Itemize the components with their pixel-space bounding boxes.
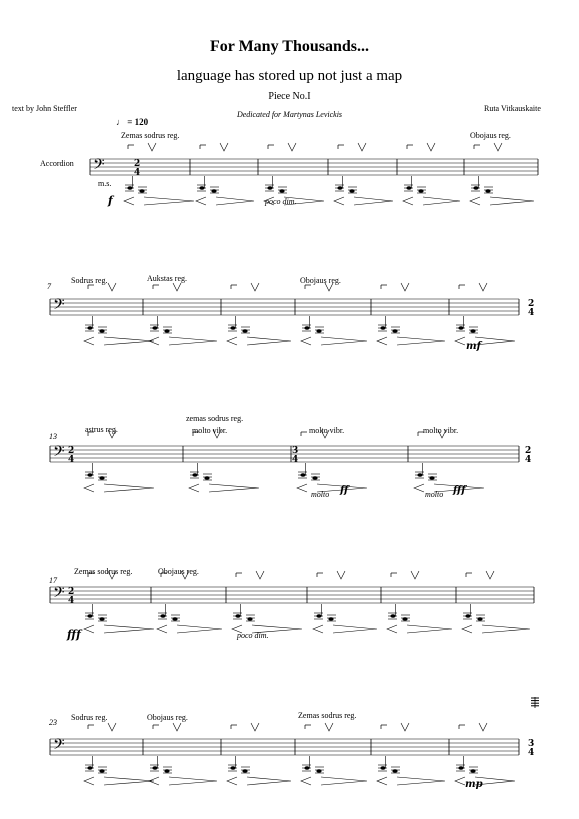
expression-text: poco dim. xyxy=(265,197,297,206)
accent-mark-icon xyxy=(301,337,311,345)
v-mark-icon xyxy=(108,571,116,579)
accent-mark-icon xyxy=(84,484,94,492)
piece-number: Piece No.I xyxy=(268,91,311,102)
v-mark-icon xyxy=(108,723,116,731)
registration-text: Obojaus reg. xyxy=(470,131,511,140)
bass-clef-icon: 𝄢 xyxy=(53,584,65,605)
note-head xyxy=(380,326,385,330)
expression-text: molto vibr. xyxy=(309,426,345,435)
note-head xyxy=(458,326,463,330)
accent-mark-icon xyxy=(455,777,465,785)
time-signature-numerator: 3 xyxy=(528,739,535,749)
time-signature-denominator: 4 xyxy=(528,748,535,758)
accent-mark-icon xyxy=(301,777,311,785)
registration-text: Obojaus reg. xyxy=(158,567,199,576)
accent-mark-icon xyxy=(157,625,167,633)
expression-text: molto vibr. xyxy=(192,426,228,435)
accent-mark-icon xyxy=(227,777,237,785)
decrescendo-hairpin xyxy=(247,337,291,345)
note-head xyxy=(152,766,157,770)
dynamic-marking: ff xyxy=(340,485,349,496)
instrument-name: Accordion xyxy=(40,159,74,168)
registration-text: Aukstas reg. xyxy=(147,274,187,283)
accent-mark-icon xyxy=(455,337,465,345)
note-head xyxy=(160,614,165,618)
accent-mark-icon xyxy=(84,625,94,633)
registration-text: Zemas sodrus reg. xyxy=(298,711,357,720)
time-signature-denominator: 4 xyxy=(528,308,535,318)
v-mark-icon xyxy=(251,723,259,731)
decrescendo-hairpin xyxy=(317,484,367,492)
dynamic-marking: fff xyxy=(67,628,81,641)
v-mark-icon xyxy=(479,283,487,291)
time-signature-denominator: 4 xyxy=(525,455,532,465)
decrescendo-hairpin xyxy=(252,625,302,633)
measure-number: 17 xyxy=(49,576,57,585)
note-head xyxy=(458,766,463,770)
registration-text: zemas sodrus reg. xyxy=(186,414,244,423)
decrescendo-hairpin xyxy=(475,777,515,785)
decrescendo-hairpin xyxy=(247,777,291,785)
v-mark-icon xyxy=(486,571,494,579)
accent-mark-icon xyxy=(264,197,274,205)
accent-mark-icon xyxy=(313,625,323,633)
lyricist-credit: text by John Steffler xyxy=(12,104,77,113)
time-signature-numerator: 2 xyxy=(68,446,75,456)
accent-mark-icon xyxy=(470,197,480,205)
v-mark-icon xyxy=(181,571,189,579)
note-head xyxy=(235,614,240,618)
measure-number: 23 xyxy=(49,718,57,727)
accent-mark-icon xyxy=(84,337,94,345)
decrescendo-hairpin xyxy=(423,197,460,205)
accent-mark-icon xyxy=(84,777,94,785)
registration-text: astrus reg. xyxy=(85,425,118,434)
accent-mark-icon xyxy=(462,625,472,633)
accent-mark-icon xyxy=(403,197,413,205)
decrescendo-hairpin xyxy=(490,197,534,205)
v-mark-icon xyxy=(213,430,221,438)
decrescendo-hairpin xyxy=(475,337,515,345)
decrescendo-hairpin xyxy=(434,484,484,492)
registration-text: Obojaus reg. xyxy=(300,276,341,285)
decrescendo-hairpin xyxy=(169,337,217,345)
v-mark-icon xyxy=(220,143,228,151)
decrescendo-hairpin xyxy=(333,625,377,633)
decrescendo-hairpin xyxy=(354,197,393,205)
accent-mark-icon xyxy=(414,484,424,492)
time-signature-numerator: 2 xyxy=(528,299,535,309)
time-signature-numerator: 3 xyxy=(292,446,299,456)
v-mark-icon xyxy=(494,143,502,151)
registration-text: Sodrus reg. xyxy=(71,276,108,285)
note-head xyxy=(230,326,235,330)
decrescendo-hairpin xyxy=(177,625,222,633)
time-signature-numerator: 2 xyxy=(134,159,141,169)
expression-text: molto xyxy=(425,490,444,499)
v-mark-icon xyxy=(173,283,181,291)
registration-text: Zemas sodrus reg. xyxy=(74,567,133,576)
v-mark-icon xyxy=(479,723,487,731)
accent-mark-icon xyxy=(124,197,134,205)
accent-mark-icon xyxy=(377,337,387,345)
note-head xyxy=(380,766,385,770)
decrescendo-hairpin xyxy=(321,337,367,345)
manual-indication: m.s. xyxy=(98,179,112,188)
note-head xyxy=(199,186,204,190)
dynamic-marking: mp xyxy=(465,779,483,790)
note-head xyxy=(465,614,470,618)
note-head xyxy=(300,473,305,477)
piece-subtitle: language has stored up not just a map xyxy=(176,68,403,84)
decrescendo-hairpin xyxy=(216,197,254,205)
registration-text: Zemas sodrus reg. xyxy=(121,131,180,140)
dynamic-marking: fff xyxy=(453,485,466,496)
v-mark-icon xyxy=(411,571,419,579)
note-head xyxy=(337,186,342,190)
note-head xyxy=(87,614,92,618)
piece-title: For Many Thousands... xyxy=(209,38,369,55)
decrescendo-hairpin xyxy=(104,337,154,345)
note-head xyxy=(230,766,235,770)
note-head xyxy=(473,186,478,190)
decrescendo-hairpin xyxy=(482,625,530,633)
note-head xyxy=(192,473,197,477)
decrescendo-hairpin xyxy=(144,197,194,205)
v-mark-icon xyxy=(337,571,345,579)
v-mark-icon xyxy=(173,723,181,731)
decrescendo-hairpin xyxy=(209,484,259,492)
expression-text: poco dim. xyxy=(237,631,269,640)
accent-mark-icon xyxy=(196,197,206,205)
decrescendo-hairpin xyxy=(104,625,154,633)
note-head xyxy=(390,614,395,618)
v-mark-icon xyxy=(288,143,296,151)
note-head xyxy=(87,766,92,770)
v-mark-icon xyxy=(325,723,333,731)
note-head xyxy=(417,473,422,477)
time-signature-denominator: 4 xyxy=(134,168,141,178)
decrescendo-hairpin xyxy=(397,337,445,345)
v-mark-icon xyxy=(251,283,259,291)
time-signature-denominator: 4 xyxy=(292,455,299,465)
note-head xyxy=(152,326,157,330)
time-signature-numerator: 2 xyxy=(525,446,532,456)
bass-clef-icon: 𝄢 xyxy=(93,156,105,177)
measure-number: 13 xyxy=(49,432,57,441)
time-signature-denominator: 4 xyxy=(68,596,75,606)
decrescendo-hairpin xyxy=(397,777,445,785)
v-mark-icon xyxy=(108,283,116,291)
note-head xyxy=(406,186,411,190)
decrescendo-hairpin xyxy=(104,777,154,785)
v-mark-icon xyxy=(427,143,435,151)
v-mark-icon xyxy=(438,430,446,438)
bass-clef-icon: 𝄢 xyxy=(53,443,65,464)
decrescendo-hairpin xyxy=(284,197,324,205)
dynamic-marking: mf xyxy=(466,341,481,352)
v-mark-icon xyxy=(325,283,333,291)
v-mark-icon xyxy=(148,143,156,151)
registration-text: Sodrus reg. xyxy=(71,713,108,722)
note-head xyxy=(316,614,321,618)
accent-mark-icon xyxy=(377,777,387,785)
accent-mark-icon xyxy=(232,625,242,633)
registration-text: Obojaus reg. xyxy=(147,713,188,722)
bass-clef-icon: 𝄢 xyxy=(53,296,65,317)
accent-mark-icon xyxy=(334,197,344,205)
note-head xyxy=(267,186,272,190)
v-mark-icon xyxy=(256,571,264,579)
v-mark-icon xyxy=(108,430,116,438)
expression-text: molto vibr. xyxy=(423,426,459,435)
quarter-note-icon: ♩ xyxy=(116,117,125,127)
v-mark-icon xyxy=(321,430,329,438)
decrescendo-hairpin xyxy=(169,777,217,785)
expression-text: molto xyxy=(311,490,330,499)
accent-mark-icon xyxy=(189,484,199,492)
accent-mark-icon xyxy=(227,337,237,345)
decrescendo-hairpin xyxy=(321,777,367,785)
dedication: Dedicated for Martynas Levickis xyxy=(236,110,343,119)
accent-mark-icon xyxy=(387,625,397,633)
measure-number: 7 xyxy=(47,282,51,291)
bass-clef-icon: 𝄢 xyxy=(53,736,65,757)
v-mark-icon xyxy=(401,283,409,291)
note-head xyxy=(87,326,92,330)
tempo-value: = 120 xyxy=(127,117,149,127)
dynamic-marking: f xyxy=(108,194,113,207)
v-mark-icon xyxy=(358,143,366,151)
decrescendo-hairpin xyxy=(104,484,154,492)
time-signature-numerator: 2 xyxy=(68,587,75,597)
v-mark-icon xyxy=(401,723,409,731)
time-signature-denominator: 4 xyxy=(68,455,75,465)
note-head xyxy=(127,186,132,190)
note-head xyxy=(304,766,309,770)
accent-mark-icon xyxy=(297,484,307,492)
note-head xyxy=(304,326,309,330)
decrescendo-hairpin xyxy=(407,625,452,633)
composer-credit: Ruta Vitkauskaite xyxy=(484,104,541,113)
note-head xyxy=(87,473,92,477)
